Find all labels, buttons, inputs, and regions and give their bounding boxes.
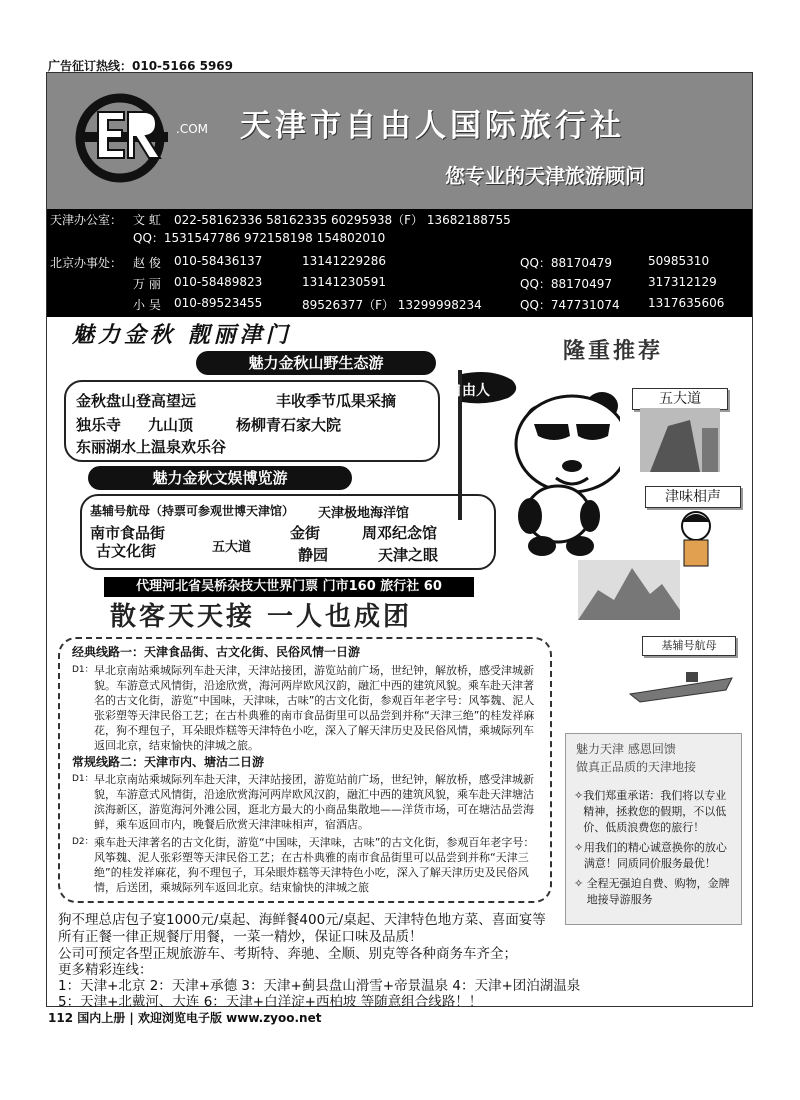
recommend-title: 隆重推荐 bbox=[563, 338, 664, 364]
promise-item bbox=[574, 876, 734, 908]
promise-title-1: 魅力天津 感恩回馈 bbox=[576, 742, 676, 756]
page-footer: 112 国内上册 | 欢迎浏览电子版 www.zyoo.net bbox=[48, 1011, 322, 1025]
contact-qq: QQ：747731074 bbox=[520, 298, 620, 312]
contact-name: 小 吴 bbox=[133, 298, 161, 312]
company-logo bbox=[68, 92, 178, 184]
promise-item-text: 我们郑重承诺：我们将以专业精神，拯救您的假期，不以低价、低质浪费您的旅行！ bbox=[583, 789, 727, 834]
contact-qq: QQ：88170479 bbox=[520, 256, 612, 270]
section1-title: 魅力金秋山野生态游 bbox=[196, 351, 436, 375]
spot: 金秋盘山登高望远 bbox=[76, 392, 197, 410]
group-slogan: 散客天天接 一人也成团 bbox=[110, 602, 413, 632]
promise-box bbox=[565, 733, 742, 925]
footer-line: 所有正餐一律正规餐厅用餐，一菜一精炒，保证口味及品质！ bbox=[58, 929, 423, 945]
section2-box bbox=[80, 494, 496, 570]
diamond-bullet-icon: ✧ bbox=[574, 841, 584, 854]
footer-line: 公司可预定各型正规旅游车、考斯特、奔驰、全顺、别克等各种商务车齐全； bbox=[58, 946, 517, 962]
spot: 南市食品街 bbox=[90, 524, 166, 542]
route2-d2-label: D2： bbox=[72, 837, 94, 847]
mountain-photo bbox=[578, 560, 680, 620]
tianjin-qq: QQ：1531547786 972158198 154802010 bbox=[133, 231, 386, 245]
tag-wudadao: 五大道 bbox=[632, 388, 728, 410]
footer-line: 更多精彩连线： bbox=[58, 962, 153, 978]
spot: 天津之眼 bbox=[378, 546, 439, 564]
footer-line: 5：天津+北戴河、大连 6：天津+白洋淀+西柏坡 等随意组合线路！！ bbox=[58, 994, 483, 1010]
comedian-illustration bbox=[662, 508, 728, 568]
contact-name: 赵 俊 bbox=[133, 256, 161, 270]
acrobatics-ticket-bar: 代理河北省吴桥杂技大世界门票 门市160 旅行社 60 bbox=[104, 577, 474, 597]
contact-name: 万 丽 bbox=[133, 277, 161, 291]
logo-com-text: .COM bbox=[176, 122, 208, 136]
ad-hotline: 广告征订热线：010-5166 5969 bbox=[48, 59, 234, 73]
autumn-headline: 魅力金秋 靓丽津门 bbox=[72, 322, 292, 348]
contact-qq: 317312129 bbox=[648, 275, 717, 289]
footer-line: 1：天津+北京 2：天津+承德 3：天津+蓟县盘山滑雪+帝景温泉 4：天津+团泊湖温泉 bbox=[58, 978, 581, 994]
section2-title: 魅力金秋文娱博览游 bbox=[88, 466, 352, 490]
spot: 东丽湖水上温泉欢乐谷 bbox=[76, 438, 227, 456]
tianjin-office-label: 天津办公室： bbox=[50, 213, 123, 227]
spot: 周邓纪念馆 bbox=[362, 524, 438, 542]
route2-title: 常规线路二：天津市内、塘沽二日游 bbox=[72, 755, 265, 769]
route2-d2: 乘车赴天津著名的古文化街，游览“中国味，天津味，古味”的古文化街，参观百年老字号：风筝魏、泥人张彩塑等天津民俗工艺；在古朴典雅的南市食品街里可以品尝到并称“天津三绝”的桂发祥麻花，狗不理包子，耳朵眼炸糕等天津特色小吃，深入了解天津历史及民俗风情，后送团，乘城际列车返回北京。结束愉快的津城之旅 bbox=[94, 836, 535, 894]
contact-phone: 010-89523455 bbox=[174, 296, 263, 310]
tianjin-phones: 022-58162336 58162335 60295938（F） 13682188755 bbox=[174, 213, 511, 227]
spot: 独乐寺 bbox=[76, 416, 122, 434]
promise-item bbox=[574, 788, 734, 836]
contact-phone: 010-58436137 bbox=[174, 254, 263, 268]
route2-d1-label: D1： bbox=[72, 774, 94, 784]
spot: 五大道 bbox=[212, 540, 252, 555]
promise-title-2: 做真正品质的天津地接 bbox=[576, 760, 697, 774]
tianjin-contact-name: 文 虹 bbox=[133, 213, 161, 227]
contact-phone: 13141230591 bbox=[302, 275, 386, 289]
promise-item-text: 全程无强迫自费、购物，金牌地接导游服务 bbox=[586, 877, 730, 906]
diamond-bullet-icon: ✧ bbox=[574, 877, 584, 890]
promise-item-text: 用我们的精心诚意换你的放心满意！同质同价服务最优！ bbox=[583, 841, 727, 870]
tag-carrier: 基辅号航母 bbox=[642, 636, 736, 656]
mascot-flag-label: 自由人 bbox=[448, 383, 490, 399]
route2-d1: 早北京南站乘城际列车赴天津，天津站接团，游览站前广场，世纪钟，解放桥，感受津城新貌，车游意式风情街，沿途欣赏海河两岸欧风汉韵，融汇中西的建筑风貌，乘车赴天津塘沽滨海新区，游览海河外滩公园，逛北方最大的小商品集散地——洋货市场，可在塘沽品尝海鲜，乘车返回市内，晚餐后欣赏天津津味相声，宿酒店。 bbox=[94, 773, 534, 831]
contact-phone: 010-58489823 bbox=[174, 275, 263, 289]
contact-phone: 13141229286 bbox=[302, 254, 386, 268]
route1-d1-label: D1： bbox=[72, 665, 94, 675]
promise-item bbox=[574, 840, 734, 872]
wudadao-photo bbox=[640, 408, 720, 472]
aircraft-carrier-photo bbox=[626, 660, 738, 708]
footer-line: 狗不理总店包子宴1000元/桌起、海鲜餐400元/桌起、天津特色地方菜、喜面宴等 bbox=[58, 912, 546, 928]
contacts-panel bbox=[47, 209, 752, 317]
diamond-bullet-icon: ✧ bbox=[574, 789, 584, 802]
route1-title: 经典线路一：天津食品街、古文化街、民俗风情一日游 bbox=[72, 645, 361, 659]
spot: 古文化街 bbox=[96, 542, 157, 560]
section1-box bbox=[64, 380, 440, 462]
routes-box bbox=[58, 637, 552, 903]
company-name: 天津市自由人国际旅行社 bbox=[240, 108, 625, 144]
contact-qq: 50985310 bbox=[648, 254, 710, 268]
contact-phone: 89526377（F） 13299998234 bbox=[302, 298, 482, 312]
spot: 基辅号航母（持票可参观世博天津馆） bbox=[90, 504, 295, 518]
spot: 丰收季节瓜果采摘 bbox=[276, 392, 397, 410]
spot: 静园 bbox=[298, 546, 329, 564]
contact-qq: QQ：88170497 bbox=[520, 277, 612, 291]
company-slogan: 您专业的天津旅游顾问 bbox=[445, 164, 645, 188]
spot: 天津极地海洋馆 bbox=[318, 506, 410, 521]
tag-xiangsheng: 津味相声 bbox=[645, 486, 741, 508]
spot: 九山顶 bbox=[148, 416, 194, 434]
spot: 金街 bbox=[290, 524, 321, 542]
contact-qq: 1317635606 bbox=[648, 296, 725, 310]
route1-d1: 早北京南站乘城际列车赴天津，天津站接团，游览站前广场，世纪钟，解放桥，感受津城新貌。车游意式风情街，沿途欣赏，海河两岸欧风汉韵，融汇中西的建筑风貌。乘车赴天津著名的古文化街，游览“中国味，天津味，古味”的古文化街，参观百年老字号：风筝魏、泥人张彩塑等天津民俗工艺；在古朴典雅的南市食品街里可以品尝到并称“天津三绝”的桂发祥麻花，狗不理包子，耳朵眼炸糕等天津特色小吃，深入了解天津历史及民俗风情，乘城际列车返回北京，结束愉快的津城之旅。 bbox=[94, 664, 535, 752]
spot: 杨柳青石家大院 bbox=[236, 416, 342, 434]
beijing-office-label: 北京办事处： bbox=[50, 256, 123, 270]
